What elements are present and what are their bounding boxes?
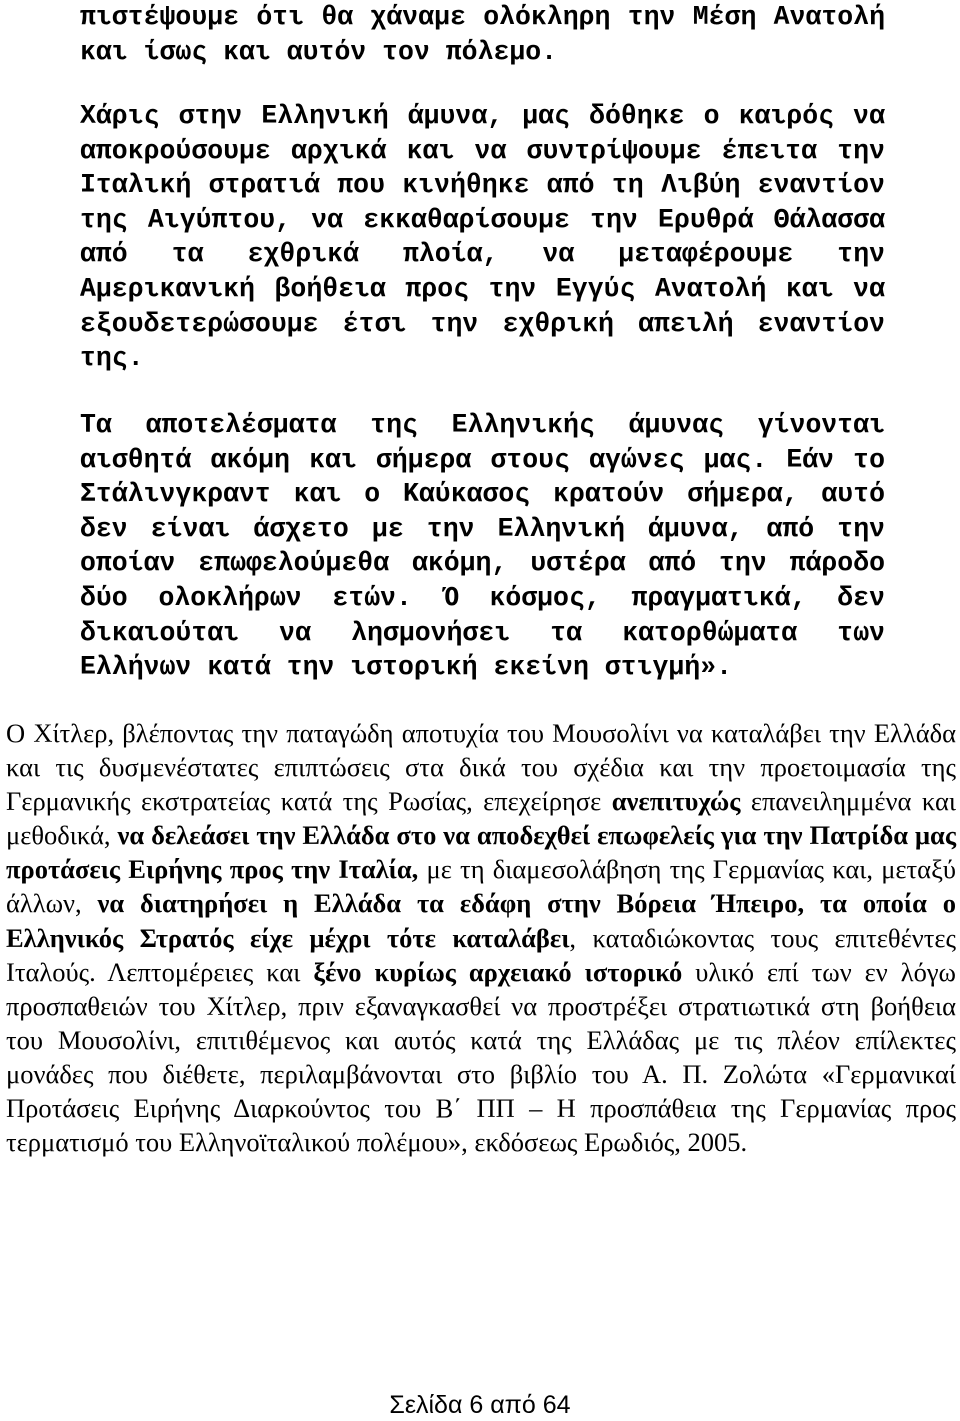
text-segment: με τη διαμεσολάβηση της Γερμανίας και, μεταξύ άλλων,: [6, 854, 957, 919]
bold-segment: ανεπιτυχώς: [611, 786, 741, 817]
quote-paragraph-2: Χάρις στην Ελληνική άμυνα, μας δόθηκε ο καιρός να αποκρούσουμε αρχικά και να συντρίψουμε έπειτα την Ιταλική στρατιά που κινήθηκε από τη Λιβύη εναντίον της Αιγύπτου, να εκκαθαρίσουμε την Ερυθρά Θάλασσα από τα εχθρικά πλοία, να μεταφέρουμε την Αμερικανική βοήθεια προς την Εγγύς Ανατολή και να εξουδετερώσουμε έτσι την εχθρική απειλή εναντίον της.: [80, 101, 885, 374]
quote-paragraph-1: πιστέψουμε ότι θα χάναμε ολόκληρη την Μέση Ανατολή και ίσως και αυτόν τον πόλεμο.: [80, 2, 885, 67]
quote-paragraph-3: Τα αποτελέσματα της Ελληνικής άμυνας γίνονται αισθητά ακόμη και σήμερα στους αγώνες μας. Εάν το Στάλινγκραντ και ο Καύκασος κρατούν σήμερα, αυτό δεν είναι άσχετο με την Ελληνική άμυνα, από την οποίαν επωφελούμεθα ακόμη, υστέρα από την πάροδο δύο ολοκλήρων ετών. Ό κόσμος, πραγματικά, δεν δικαιούται να λησμονήσει τα κατορθώματα των Ελλήνων κατά την ιστορική εκείνη στιγμή».: [80, 410, 885, 683]
bold-segment: ξένο κυρίως αρχειακό ιστορικό: [313, 956, 683, 987]
text-segment: επανειλημμένα και μεθοδικά,: [6, 786, 956, 851]
page-footer: [0, 1390, 960, 1420]
text-segment: υλικό επί των εν λόγω προσπαθειών του Χίτλερ, πριν εξαναγκασθεί να προστρέξει στρατιωτικά στη βοήθεια του Μουσολίνι, επιτιθέμενος και αυτός κατά της Ελλάδας με τις πλέον επίλεκτες μονάδες που διέθετε, περιλαμβάνονται στο βιβλίο του Α. Π. Ζολώτα «Γερμανικαί Προτάσεις Ειρήνης Διαρκούντος του Β΄ ΠΠ – Η προσπάθεια της Γερμανίας προς τερματισμό του Ελληνοϊταλικού πολέμου», εκδόσεως Ερωδιός, 2005.: [6, 956, 956, 1158]
bold-segment: να διατηρήσει η Ελλάδα τα εδάφη στην Βόρεια Ήπειρο, τα οποία ο Ελληνικός Στρατός είχε μέχρι τότε καταλάβει: [6, 888, 956, 953]
text-segment: , καταδιώκοντας τους επιτεθέντες Ιταλούς. Λεπτομέρειες και: [6, 922, 956, 987]
main-paragraph: [6, 716, 956, 1159]
page-number: Σελίδα 6 από 64: [389, 1391, 571, 1419]
bold-segment: να δελεάσει την Ελλάδα στο να αποδεχθεί επωφελείς για την Πατρίδα μας προτάσεις Ειρήνης προς την Ιταλία,: [6, 820, 956, 885]
text-segment: Ο Χίτλερ, βλέποντας την παταγώδη αποτυχία του Μουσολίνι να καταλάβει την Ελλάδα και τις δυσμενέστατες επιπτώσεις στα δικά του σχέδια και την προετοιμασία της Γερμανικής εκστρατείας κατά της Ρωσίας, επεχείρησε: [6, 718, 956, 817]
